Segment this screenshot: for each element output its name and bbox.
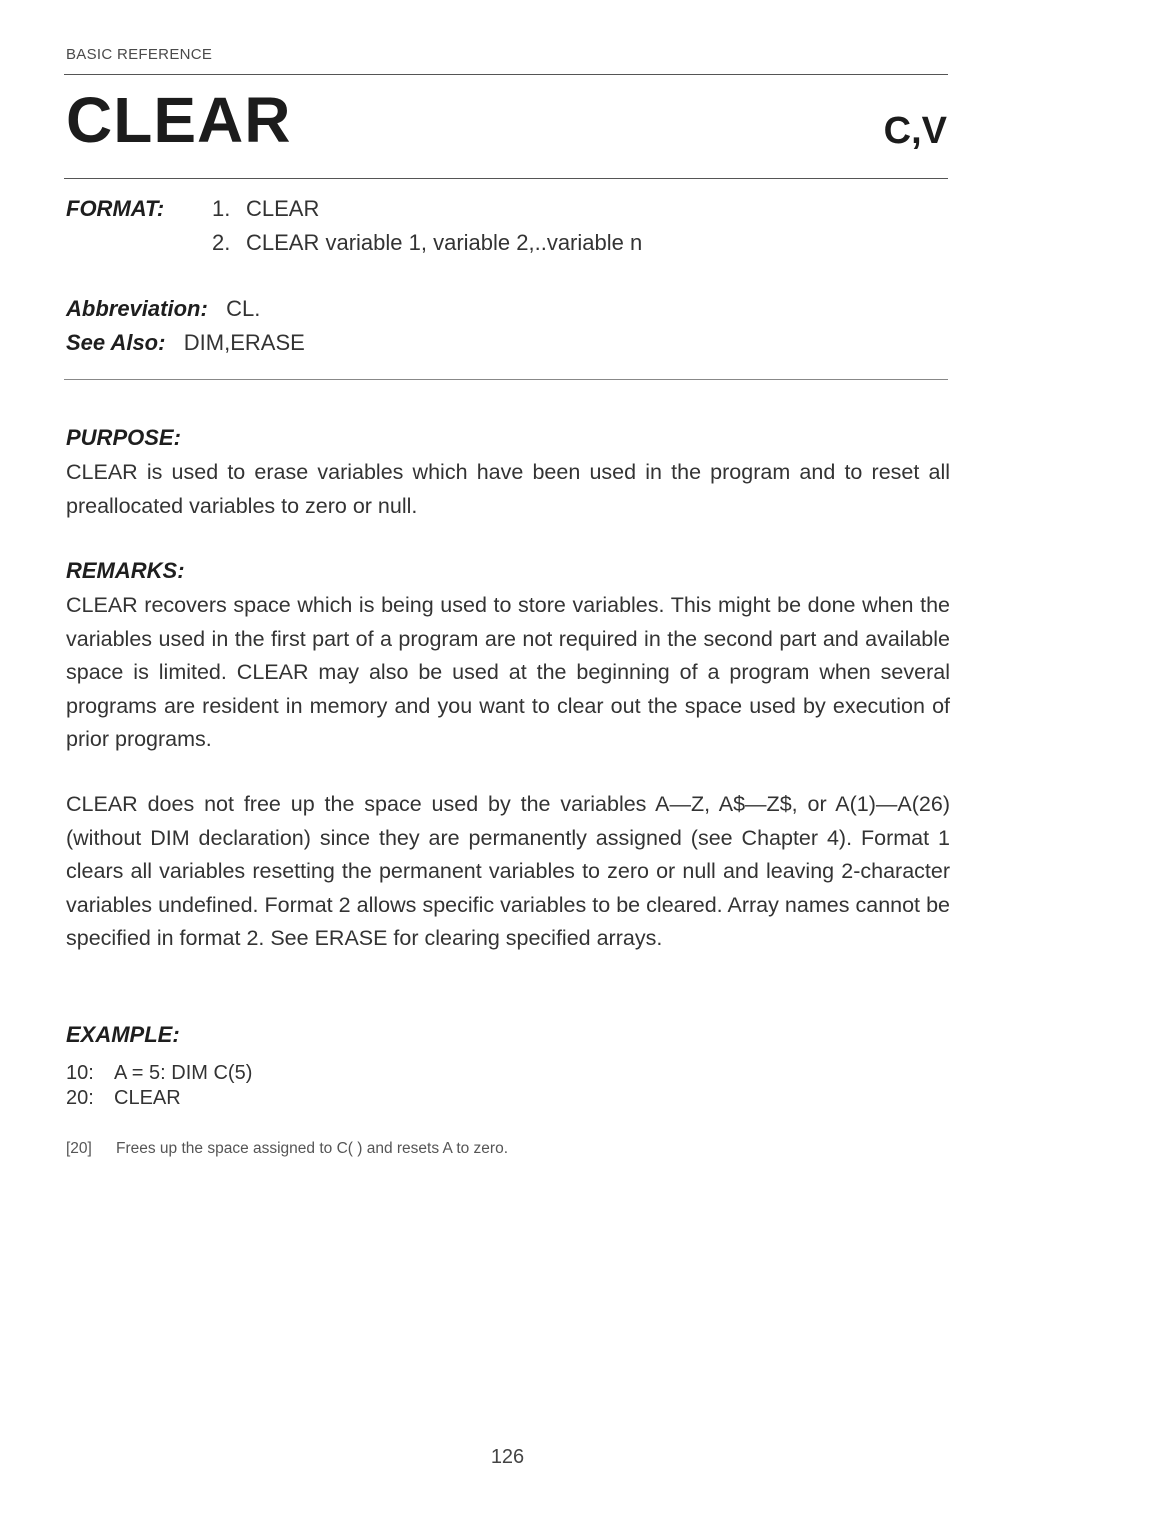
example-note-text: Frees up the space assigned to C( ) and resets A to zero.: [116, 1140, 509, 1157]
code-line-number: 20:: [66, 1087, 94, 1109]
code-line-number: 10:: [66, 1062, 94, 1084]
remarks-paragraph-2: CLEAR does not free up the space used by the variables A—Z, A$—Z$, or A(1)—A(26) (without DIM declaration) since they are permanently assigned (see Chapter 4). Format 1 clears all variables resetting the permanent variables to zero or null and leaving 2-character variables undefined. Format 2 allows specific variables to be cleared. Array names cannot be specified in format 2. See ERASE for clearing specified arrays.: [66, 792, 950, 950]
purpose-text: CLEAR is used to erase variables which have been used in the program and to reset all preallocated variables to zero or null.: [66, 460, 950, 518]
page-number: 126: [490, 1446, 525, 1468]
example-code-line-2: [66, 1087, 181, 1110]
code-line-text: CLEAR: [114, 1087, 181, 1109]
see-also: [66, 330, 305, 356]
format-line-text: CLEAR: [246, 196, 320, 221]
format-line-number: 1.: [212, 196, 231, 221]
example-note-ref: [20]: [66, 1140, 92, 1157]
remarks-heading: REMARKS:: [66, 558, 185, 583]
example-heading: EXAMPLE:: [66, 1022, 180, 1047]
remarks-paragraph-1: CLEAR recovers space which is being used to store variables. This might be done when the variables used in the first part of a program are not required in the second part and available space is limited. CLEAR may also be used at the beginning of a program when several programs are resident in memory and you want to clear out the space used by execution of prior programs.: [66, 593, 950, 751]
running-head: BASIC REFERENCE: [66, 46, 213, 63]
see-also-value: DIM,ERASE: [183, 330, 305, 355]
see-also-label: See Also:: [66, 330, 166, 355]
example-note: [66, 1140, 508, 1158]
abbreviation-label: Abbreviation:: [66, 296, 208, 321]
format-line-2: [212, 230, 642, 256]
top-rule: [64, 74, 948, 75]
command-title: CLEAR: [66, 84, 292, 156]
purpose-heading: PURPOSE:: [66, 425, 181, 450]
title-rule: [64, 178, 948, 179]
abbreviation: [66, 296, 260, 322]
format-line-number: 2.: [212, 230, 231, 255]
command-mode: C,V: [883, 110, 947, 152]
format-line-text: CLEAR variable 1, variable 2,..variable n: [246, 230, 643, 255]
format-line-1: [212, 196, 319, 222]
code-line-text: A = 5: DIM C(5): [114, 1062, 253, 1084]
example-code-line-1: [66, 1062, 252, 1085]
header-divider: [64, 379, 948, 380]
abbreviation-value: CL.: [226, 296, 261, 321]
format-label: FORMAT:: [66, 196, 165, 221]
